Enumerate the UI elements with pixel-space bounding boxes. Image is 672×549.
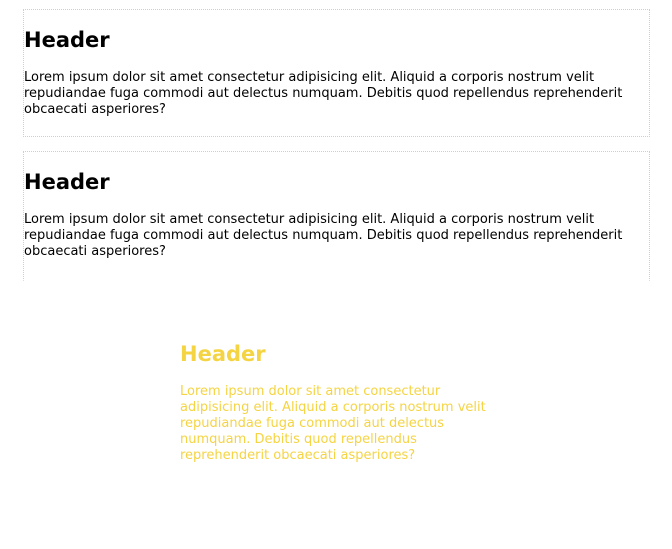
card-body: Lorem ipsum dolor sit amet consectetur adipisicing elit. Aliquid a corporis nostrum velit repudiandae fuga commodi aut delectus numquam. Debitis quod repellendus reprehenderit obcaecati asperiores? — [180, 384, 486, 463]
card-header: Header — [180, 342, 266, 366]
card-body: Lorem ipsum dolor sit amet consectetur adipisicing elit. Aliquid a corporis nostrum velit repudiandae fuga commodi aut delectus numquam. Debitis quod repellendus reprehenderit obcaecati asperiores? — [24, 212, 623, 259]
content-card-1 — [23, 9, 650, 137]
content-card-3 — [180, 342, 490, 464]
card-body: Lorem ipsum dolor sit amet consectetur adipisicing elit. Aliquid a corporis nostrum velit repudiandae fuga commodi aut delectus numquam. Debitis quod repellendus reprehenderit obcaecati asperiores? — [24, 70, 623, 117]
card-header: Header — [24, 28, 110, 52]
content-card-2 — [23, 151, 650, 281]
card-header: Header — [24, 170, 110, 194]
